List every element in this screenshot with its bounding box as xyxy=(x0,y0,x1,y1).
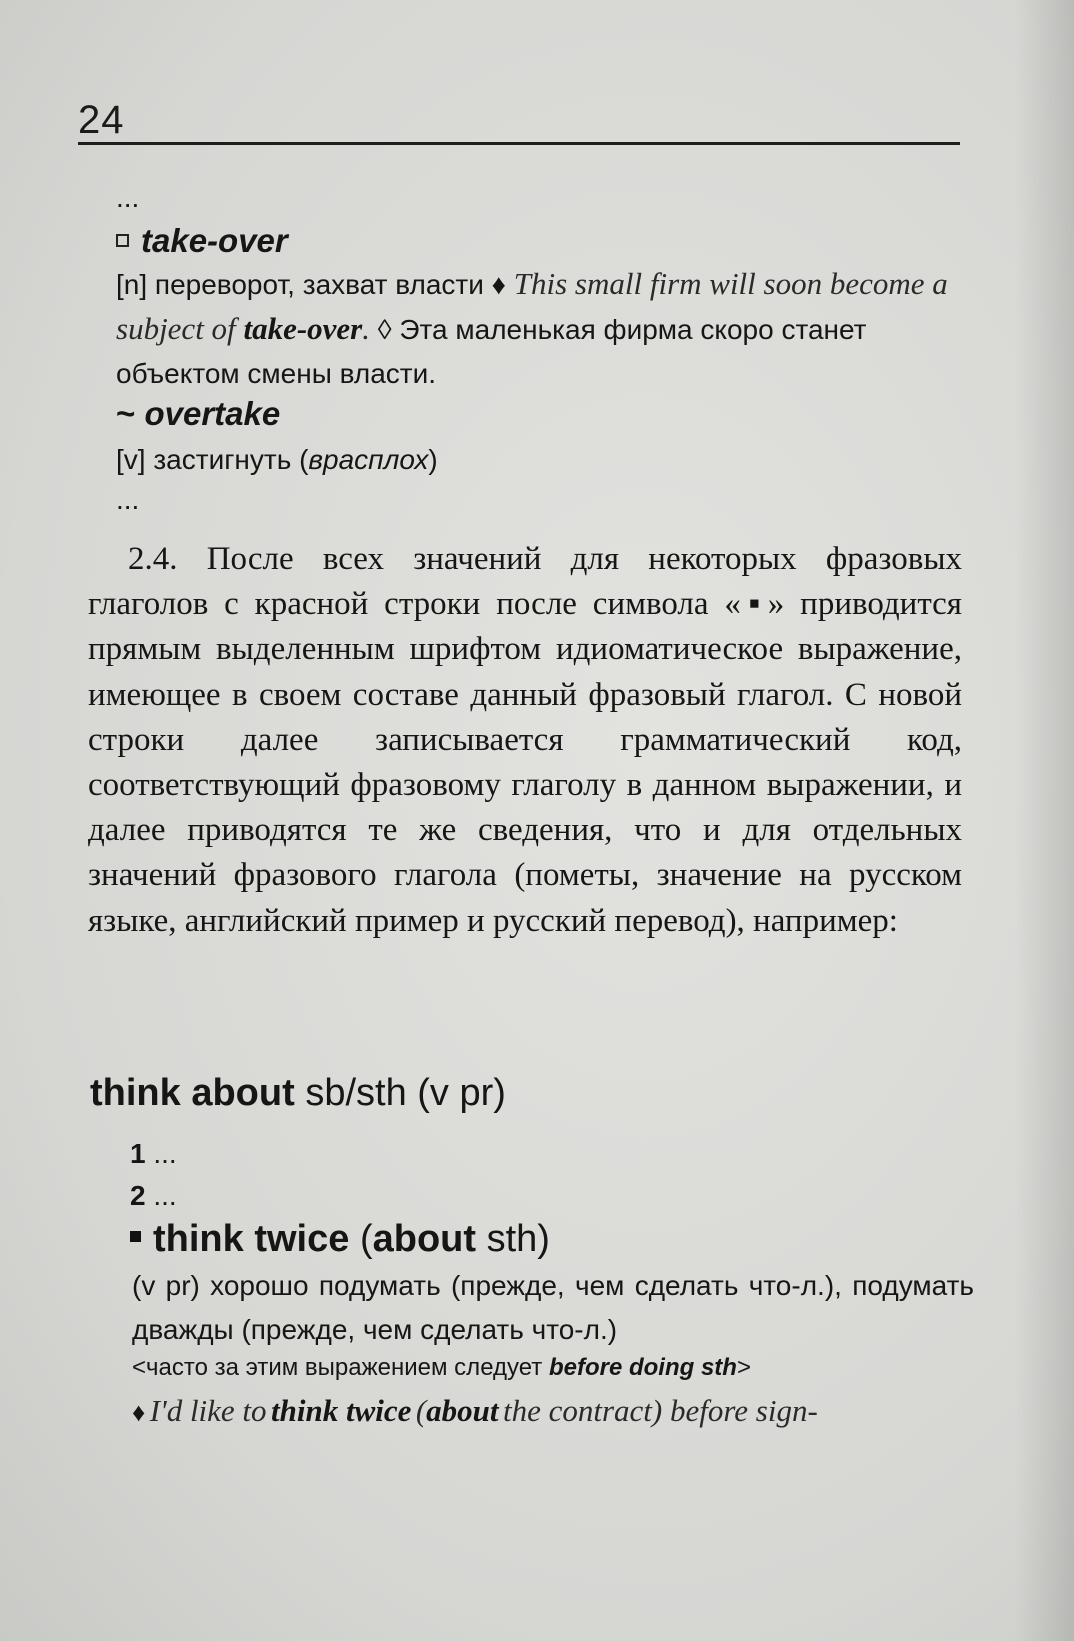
ellipsis-top: ... xyxy=(116,182,140,213)
meaning: переворот, захват власти xyxy=(154,269,484,300)
diamond-icon: ♦ xyxy=(491,269,506,300)
paren-open: ( xyxy=(299,444,309,475)
note-close: > xyxy=(736,1354,751,1381)
sense-ellipsis: ... xyxy=(153,1138,177,1169)
idiom-head xyxy=(130,1218,550,1261)
idiom-bold: think twice xyxy=(153,1218,350,1260)
sense-1 xyxy=(130,1138,177,1170)
paren-close: ) xyxy=(428,444,438,475)
example-pre: I'd like to xyxy=(149,1393,267,1428)
ellipsis-bottom: ... xyxy=(116,484,140,515)
sense-ellipsis: ... xyxy=(153,1180,177,1211)
example-bold: take-over xyxy=(243,311,363,346)
example-mid: ( xyxy=(415,1393,427,1428)
translation: Эта маленькая фирма скоро станет объектом смены власти. xyxy=(116,314,867,389)
hollow-square-icon xyxy=(116,234,129,247)
meaning: застигнуть xyxy=(153,444,292,475)
paragraph-text: После всех значений для некоторых фразовых глаголов с красной строки после символа «▪» приводится прямым выделенным шрифтом идиоматическое выражение, имеющее в своем составе данный фразовый глагол. С новой строки далее записывается грамматический код, соответствующий фразовому глаголу в данном выражении, и далее приводятся те же сведения, что и для отдельных значений фразового глагола (пометы, значение на русском языке, английский пример и русский перевод), например: xyxy=(88,541,963,939)
entry-overtake-body xyxy=(116,438,438,482)
phrasal-verb-head xyxy=(90,1072,506,1115)
idiom-example xyxy=(132,1393,982,1429)
solid-square-icon xyxy=(130,1231,141,1242)
tilde-mark: ~ xyxy=(116,395,136,432)
example-post: the contract) before sign- xyxy=(502,1393,818,1428)
idiom-about: about xyxy=(372,1218,477,1260)
example-bold-2: about xyxy=(426,1393,499,1428)
note-italic: before doing sth xyxy=(548,1354,737,1381)
idiom-paren: ( xyxy=(359,1218,373,1260)
phrasal-verb-rest: sb/sth (v pr) xyxy=(305,1072,506,1114)
sense-number: 1 xyxy=(130,1138,146,1169)
note-text: часто за этим выражением следует xyxy=(146,1354,543,1381)
pos-code: [n] xyxy=(116,269,148,300)
paragraph-number: 2.4. xyxy=(128,541,178,577)
example-bold-1: think twice xyxy=(271,1393,412,1428)
page-edge-shadow xyxy=(1014,0,1074,1641)
open-diamond-icon: ◊ xyxy=(377,314,392,345)
headword-overtake: overtake xyxy=(144,395,281,432)
sense-2 xyxy=(130,1180,177,1212)
example-text: This small firm will soon become a subject of xyxy=(116,266,948,346)
idiom-rest: sth) xyxy=(486,1218,550,1260)
usage-note xyxy=(132,1354,751,1382)
sense-number: 2 xyxy=(130,1180,146,1211)
entry-takeover-head xyxy=(116,222,288,260)
entry-overtake-head xyxy=(116,395,280,433)
entry-takeover-body xyxy=(116,262,962,396)
phrasal-verb-bold: think about xyxy=(90,1072,295,1114)
header-rule xyxy=(78,142,960,145)
headword-takeover: take-over xyxy=(141,222,288,259)
idiom-code-meaning: (v pr) хорошо подумать (прежде, чем сделать что-л.), подумать дважды (прежде, чем сделать что-л.) xyxy=(132,1270,974,1345)
pos-code: [v] xyxy=(116,444,146,475)
diamond-icon: ♦ xyxy=(132,1397,146,1427)
example-end: . xyxy=(362,311,370,346)
note-open: < xyxy=(132,1354,147,1381)
paragraph-2-4 xyxy=(88,537,962,944)
page-number: 24 xyxy=(78,98,125,142)
meaning-italic: врасплох xyxy=(308,444,429,475)
